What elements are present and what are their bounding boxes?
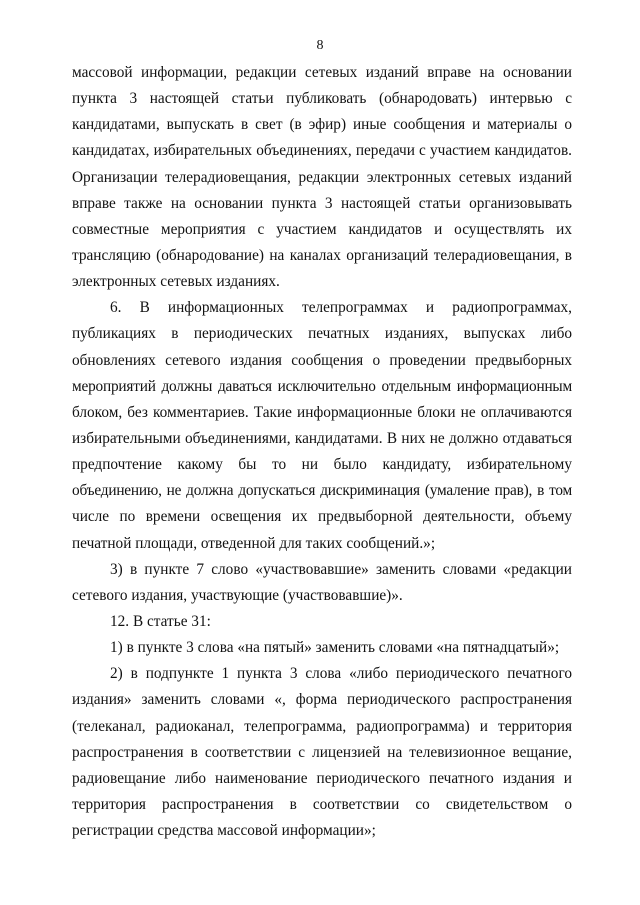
text-line: объединению, не должна допускаться дискриминация (умаление прав), в том <box>72 482 572 500</box>
text-line: кандидатах, избирательных объединениях, передачи с участием кандидатов. <box>72 142 572 160</box>
text-line: издания» заменить словами «, форма периодического распространения <box>72 691 572 709</box>
text-line: сетевого издания, участвующие (участвовавшие)». <box>72 586 403 604</box>
text-line: обновлениях сетевого издания сообщения о проведении предвыборных <box>72 351 572 369</box>
text-line: регистрации средства массовой информации»; <box>72 822 376 840</box>
text-line: трансляцию (обнародование) на каналах организаций телерадиовещания, в <box>72 246 572 264</box>
text-line: мероприятий должны даваться исключительно отдельным информационным <box>72 377 572 395</box>
text-line: 6. В информационных телепрограммах и радиопрограммах, <box>110 299 572 317</box>
text-line: избирательными объединениями, кандидатами. В них не должно отдаваться <box>72 429 572 447</box>
text-line: 2) в подпункте 1 пункта 3 слова «либо периодического печатного <box>110 665 572 683</box>
page-number: 8 <box>316 38 324 53</box>
text-line: печатной площади, отведенной для таких сообщений.»; <box>72 534 436 552</box>
text-line: пункта 3 настоящей статьи публиковать (обнародовать) интервью с <box>72 90 572 108</box>
text-line: территория распространения в соответствии со свидетельством о <box>72 795 572 813</box>
text-line: массовой информации, редакции сетевых изданий вправе на основании <box>72 64 572 81</box>
text-line: совместные мероприятия с участием кандидатов и осуществлять их <box>72 220 572 238</box>
text-line: радиовещание либо наименование периодического печатного издания и <box>72 769 572 787</box>
document-body <box>72 60 572 844</box>
text-line: 1) в пункте 3 слова «на пятый» заменить словами «на пятнадцатый»; <box>110 639 560 657</box>
text-line: вправе также на основании пункта 3 настоящей статьи организовывать <box>72 194 572 212</box>
text-line: 3) в пункте 7 слово «участвовавшие» заменить словами «редакции <box>110 560 572 578</box>
text-line: электронных сетевых изданиях. <box>72 273 280 291</box>
text-line: числе по времени освещения их предвыборной деятельности, объему <box>72 508 572 526</box>
text-line: Организации телерадиовещания, редакции электронных сетевых изданий <box>72 168 572 186</box>
text-line: блоком, без комментариев. Такие информационные блоки не оплачиваются <box>72 403 572 421</box>
text-line: кандидатами, выпускать в свет (в эфир) иные сообщения и материалы о <box>72 116 572 134</box>
text-line: 12. В статье 31: <box>110 612 211 630</box>
text-line: публикациях в периодических печатных изданиях, выпусках либо <box>72 325 572 343</box>
text-line: предпочтение какому бы то ни было кандидату, избирательному <box>72 456 572 474</box>
text-line: (телеканал, радиоканал, телепрограмма, радиопрограмма) и территория <box>72 717 572 735</box>
text-line: распространения в соответствии с лицензией на телевизионное вещание, <box>72 743 572 761</box>
